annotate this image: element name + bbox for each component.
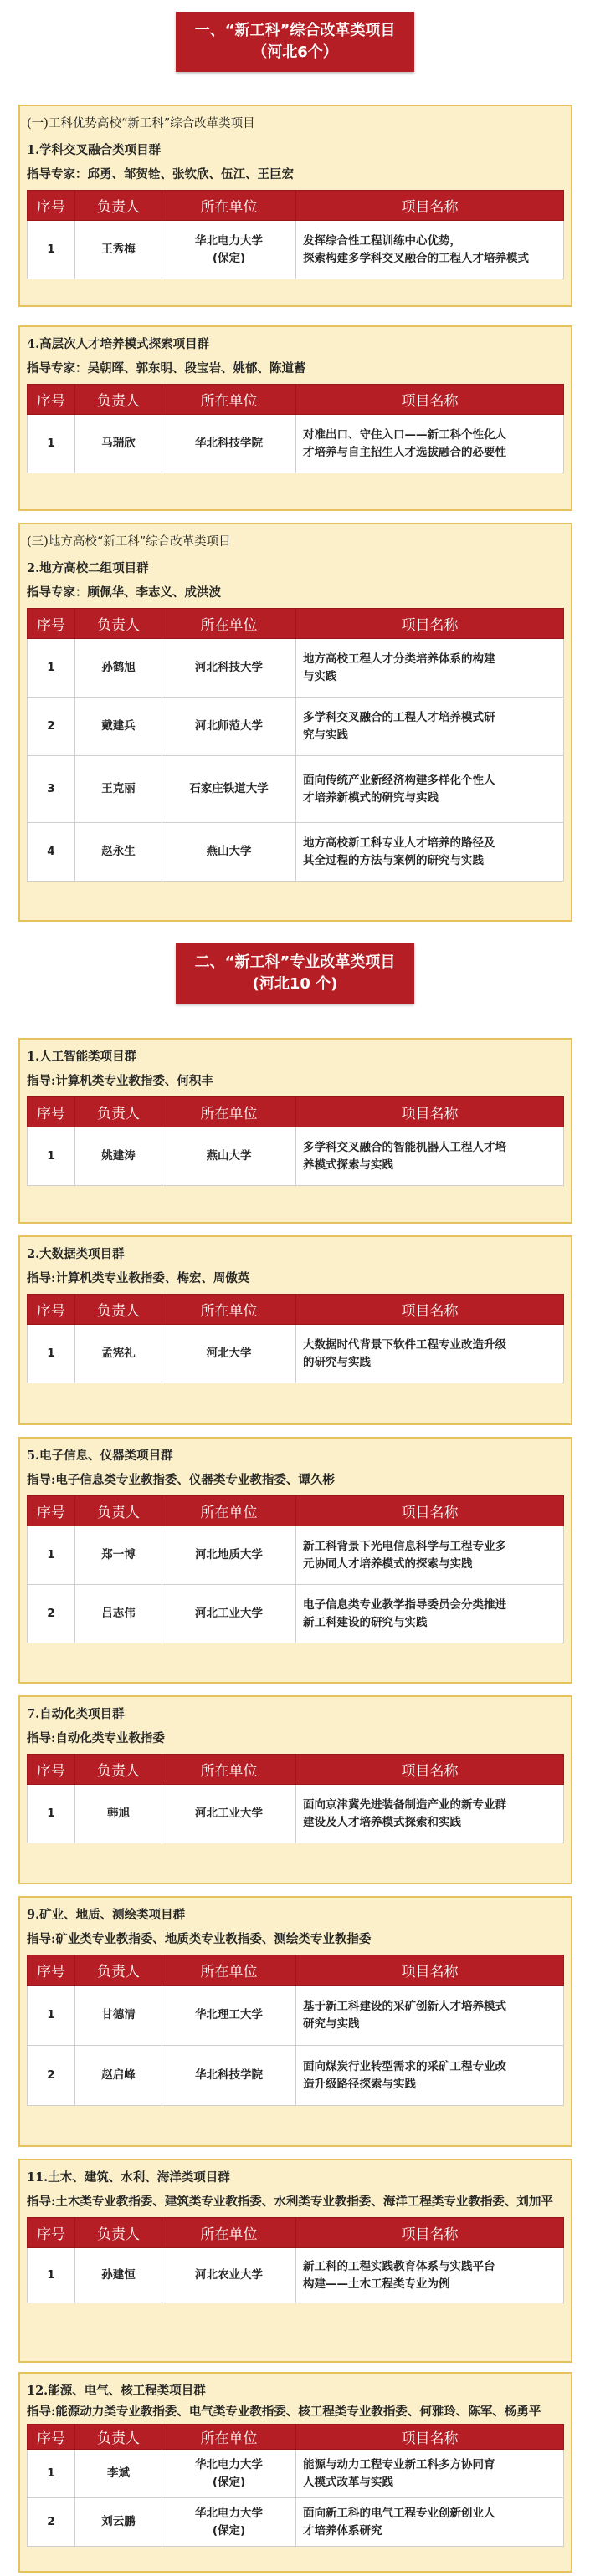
project-table (27, 1294, 564, 1383)
seq-cell: 2 (28, 698, 75, 756)
table-row (28, 2046, 564, 2106)
leader-cell: 赵启峰 (75, 2046, 162, 2106)
col-leader: 负责人 (75, 1097, 162, 1127)
org-cell: 华北电力大学 (保定) (162, 2450, 296, 2498)
leader-cell: 孙鹤旭 (75, 639, 162, 698)
col-leader: 负责人 (75, 1295, 162, 1325)
project-name-cell: 新工科的工程实践教育体系与实践平台 构建——土木工程类专业为例 (296, 2248, 564, 2303)
experts-line: 指导:电子信息类专业教指委、仪器类专业教指委、谭久彬 (27, 1473, 335, 1487)
table-header-row (28, 1955, 564, 1986)
org-cell: 河北工业大学 (162, 1585, 296, 1643)
col-org: 所在单位 (162, 609, 296, 639)
col-seq: 序号 (28, 1295, 75, 1325)
seq-cell: 1 (28, 1785, 75, 1843)
section1-banner (176, 12, 414, 72)
table-row (28, 1127, 564, 1186)
leader-cell: 马瑞欣 (75, 415, 162, 473)
project-name-cell: 电子信息类专业教学指导委员会分类推进 新工科建设的研究与实践 (296, 1585, 564, 1643)
col-org: 所在单位 (162, 191, 296, 221)
seq-cell: 2 (28, 2498, 75, 2547)
col-leader: 负责人 (75, 2218, 162, 2248)
project-name-cell: 发挥综合性工程训练中心优势， 探索构建多学科交叉融合的工程人才培养模式 (296, 221, 564, 279)
org-cell: 燕山大学 (162, 823, 296, 882)
category-heading: (一)工科优势高校“新工科”综合改革类项目 (27, 117, 255, 130)
table-row (28, 415, 564, 473)
col-leader: 负责人 (75, 1755, 162, 1785)
project-table (27, 1754, 564, 1843)
seq-cell: 1 (28, 221, 75, 279)
leader-cell: 孟宪礼 (75, 1325, 162, 1383)
seq-cell: 1 (28, 1325, 75, 1383)
col-name: 项目名称 (296, 1955, 564, 1986)
col-org: 所在单位 (162, 1295, 296, 1325)
section2-banner (176, 943, 414, 1004)
seq-cell: 1 (28, 415, 75, 473)
leader-cell: 吕志伟 (75, 1585, 162, 1643)
col-seq: 序号 (28, 385, 75, 415)
group-heading: 7.自动化类项目群 (27, 1707, 125, 1721)
col-leader: 负责人 (75, 609, 162, 639)
col-org: 所在单位 (162, 2425, 296, 2450)
table-row (28, 639, 564, 698)
col-org: 所在单位 (162, 385, 296, 415)
project-name-cell: 基于新工科建设的采矿创新人才培养模式 研究与实践 (296, 1986, 564, 2046)
seq-cell: 3 (28, 756, 75, 823)
group-heading: 2.地方高校二组项目群 (27, 561, 149, 575)
table-row (28, 1585, 564, 1643)
leader-cell: 甘德清 (75, 1986, 162, 2046)
section2-header (0, 943, 590, 1004)
table-header-row (28, 385, 564, 415)
col-org: 所在单位 (162, 1955, 296, 1986)
table-row (28, 756, 564, 823)
leader-cell: 孙建恒 (75, 2248, 162, 2303)
org-cell: 河北大学 (162, 1325, 296, 1383)
col-name: 项目名称 (296, 385, 564, 415)
section2-title: 二、“新工科”专业改革类项目 (194, 953, 396, 971)
project-name-cell: 地方高校工程人才分类培养体系的构建 与实践 (296, 639, 564, 698)
leader-cell: 赵永生 (75, 823, 162, 882)
org-cell: 华北科技学院 (162, 2046, 296, 2106)
group-heading: 1.人工智能类项目群 (27, 1050, 137, 1064)
seq-cell: 1 (28, 2450, 75, 2498)
col-name: 项目名称 (296, 1496, 564, 1526)
project-table (27, 1096, 564, 1186)
group-heading: 4.高层次人才培养模式探索项目群 (27, 337, 210, 351)
project-table (27, 608, 564, 882)
table-header-row (28, 1496, 564, 1526)
leader-cell: 姚建涛 (75, 1127, 162, 1186)
leader-cell: 王克丽 (75, 756, 162, 823)
project-table (27, 384, 564, 473)
col-name: 项目名称 (296, 191, 564, 221)
org-cell: 河北工业大学 (162, 1785, 296, 1843)
leader-cell: 刘云鹏 (75, 2498, 162, 2547)
table-header-row (28, 609, 564, 639)
col-seq: 序号 (28, 1097, 75, 1127)
leader-cell: 韩旭 (75, 1785, 162, 1843)
project-table (27, 190, 564, 279)
leader-cell: 戴建兵 (75, 698, 162, 756)
seq-cell: 1 (28, 2248, 75, 2303)
table-row (28, 823, 564, 882)
col-seq: 序号 (28, 1496, 75, 1526)
project-name-cell: 多学科交叉融合的智能机器人工程人才培 养模式探索与实践 (296, 1127, 564, 1186)
project-box (18, 105, 572, 307)
project-table (27, 2424, 564, 2547)
project-name-cell: 对准出口、守住入口——新工科个性化人 才培养与自主招生人才选拔融合的必要性 (296, 415, 564, 473)
group-heading: 2.大数据类项目群 (27, 1247, 125, 1261)
table-header-row (28, 1755, 564, 1785)
project-name-cell: 面向京津冀先进装备制造产业的新专业群 建设及人才培养模式探索和实践 (296, 1785, 564, 1843)
org-cell: 华北科技学院 (162, 415, 296, 473)
col-seq: 序号 (28, 2425, 75, 2450)
table-row (28, 1526, 564, 1585)
col-seq: 序号 (28, 1755, 75, 1785)
experts-line: 指导专家：吴朝晖、郭东明、段宝岩、姚郁、陈道蓄 (27, 361, 306, 376)
col-name: 项目名称 (296, 2425, 564, 2450)
experts-line: 指导:矿业类专业教指委、地质类专业教指委、测绘类专业教指委 (27, 1932, 372, 1946)
project-name-cell: 能源与动力工程专业新工科多方协同育 人模式改革与实践 (296, 2450, 564, 2498)
org-cell: 华北电力大学 (保定) (162, 221, 296, 279)
project-name-cell: 地方高校新工科专业人才培养的路径及 其全过程的方法与案例的研究与实践 (296, 823, 564, 882)
table-row (28, 2498, 564, 2547)
experts-line: 指导:自动化类专业教指委 (27, 1731, 165, 1745)
org-cell: 石家庄铁道大学 (162, 756, 296, 823)
group-heading: 12.能源、电气、核工程类项目群 (27, 2384, 206, 2398)
project-table (27, 1955, 564, 2106)
section1-subtitle: （河北6个） (252, 43, 338, 61)
project-box (18, 2372, 572, 2573)
project-name-cell: 新工科背景下光电信息科学与工程专业多 元协同人才培养模式的探索与实践 (296, 1526, 564, 1585)
project-box (18, 1437, 572, 1684)
seq-cell: 2 (28, 1585, 75, 1643)
table-header-row (28, 191, 564, 221)
project-table (27, 2217, 564, 2303)
col-leader: 负责人 (75, 1496, 162, 1526)
org-cell: 河北农业大学 (162, 2248, 296, 2303)
group-heading: 5.电子信息、仪器类项目群 (27, 1449, 173, 1463)
table-row (28, 698, 564, 756)
org-cell: 河北师范大学 (162, 698, 296, 756)
project-box (18, 325, 572, 511)
col-name: 项目名称 (296, 1295, 564, 1325)
leader-cell: 李斌 (75, 2450, 162, 2498)
experts-line: 指导:计算机类专业教指委、何积丰 (27, 1074, 213, 1088)
org-cell: 华北电力大学 (保定) (162, 2498, 296, 2547)
col-name: 项目名称 (296, 2218, 564, 2248)
col-seq: 序号 (28, 2218, 75, 2248)
experts-line: 指导:能源动力类专业教指委、电气类专业教指委、核工程类专业教指委、何雅玲、陈军、杨勇平 (27, 2405, 541, 2419)
col-seq: 序号 (28, 609, 75, 639)
experts-line: 指导:计算机类专业教指委、梅宏、周傲英 (27, 1271, 250, 1285)
project-name-cell: 面向新工科的电气工程专业创新创业人 才培养体系研究 (296, 2498, 564, 2547)
experts-line: 指导:土木类专业教指委、建筑类专业教指委、水利类专业教指委、海洋工程类专业教指委、刘加平 (27, 2195, 553, 2209)
table-header-row (28, 2425, 564, 2450)
group-heading: 11.土木、建筑、水利、海洋类项目群 (27, 2170, 230, 2185)
table-row (28, 221, 564, 279)
seq-cell: 1 (28, 1127, 75, 1186)
leader-cell: 郑一博 (75, 1526, 162, 1585)
seq-cell: 1 (28, 1986, 75, 2046)
col-org: 所在单位 (162, 1496, 296, 1526)
org-cell: 燕山大学 (162, 1127, 296, 1186)
group-heading: 1.学科交叉融合类项目群 (27, 143, 162, 157)
group-heading: 9.矿业、地质、测绘类项目群 (27, 1908, 186, 1922)
table-row (28, 2248, 564, 2303)
col-org: 所在单位 (162, 1097, 296, 1127)
col-seq: 序号 (28, 1955, 75, 1986)
project-name-cell: 面向传统产业新经济构建多样化个性人 才培养新模式的研究与实践 (296, 756, 564, 823)
col-leader: 负责人 (75, 385, 162, 415)
col-leader: 负责人 (75, 1955, 162, 1986)
project-box (18, 1695, 572, 1884)
col-name: 项目名称 (296, 1755, 564, 1785)
experts-line: 指导专家：顾佩华、李志义、成洪波 (27, 585, 221, 600)
project-name-cell: 大数据时代背景下软件工程专业改造升级 的研究与实践 (296, 1325, 564, 1383)
project-box (18, 1235, 572, 1425)
seq-cell: 1 (28, 1526, 75, 1585)
col-name: 项目名称 (296, 609, 564, 639)
seq-cell: 4 (28, 823, 75, 882)
table-header-row (28, 1295, 564, 1325)
org-cell: 河北地质大学 (162, 1526, 296, 1585)
col-leader: 负责人 (75, 2425, 162, 2450)
org-cell: 华北理工大学 (162, 1986, 296, 2046)
table-header-row (28, 1097, 564, 1127)
table-row (28, 1785, 564, 1843)
col-leader: 负责人 (75, 191, 162, 221)
section1-title: 一、“新工科”综合改革类项目 (194, 22, 396, 39)
section2-subtitle: (河北10 个) (252, 975, 338, 993)
project-box (18, 1038, 572, 1224)
org-cell: 河北科技大学 (162, 639, 296, 698)
project-table (27, 1495, 564, 1643)
seq-cell: 2 (28, 2046, 75, 2106)
project-box (18, 1896, 572, 2147)
col-name: 项目名称 (296, 1097, 564, 1127)
col-seq: 序号 (28, 191, 75, 221)
project-name-cell: 面向煤炭行业转型需求的采矿工程专业改 造升级路径探索与实践 (296, 2046, 564, 2106)
project-name-cell: 多学科交叉融合的工程人才培养模式研 究与实践 (296, 698, 564, 756)
table-row (28, 2450, 564, 2498)
category-heading: (三)地方高校“新工科”综合改革类项目 (27, 535, 231, 549)
table-row (28, 1325, 564, 1383)
experts-line: 指导专家：邱勇、邹贺铨、张钦欣、伍江、王巨宏 (27, 167, 294, 181)
leader-cell: 王秀梅 (75, 221, 162, 279)
project-box (18, 523, 572, 922)
seq-cell: 1 (28, 639, 75, 698)
col-org: 所在单位 (162, 1755, 296, 1785)
table-header-row (28, 2218, 564, 2248)
col-org: 所在单位 (162, 2218, 296, 2248)
table-row (28, 1986, 564, 2046)
project-box (18, 2159, 572, 2363)
section1-header (0, 12, 590, 72)
